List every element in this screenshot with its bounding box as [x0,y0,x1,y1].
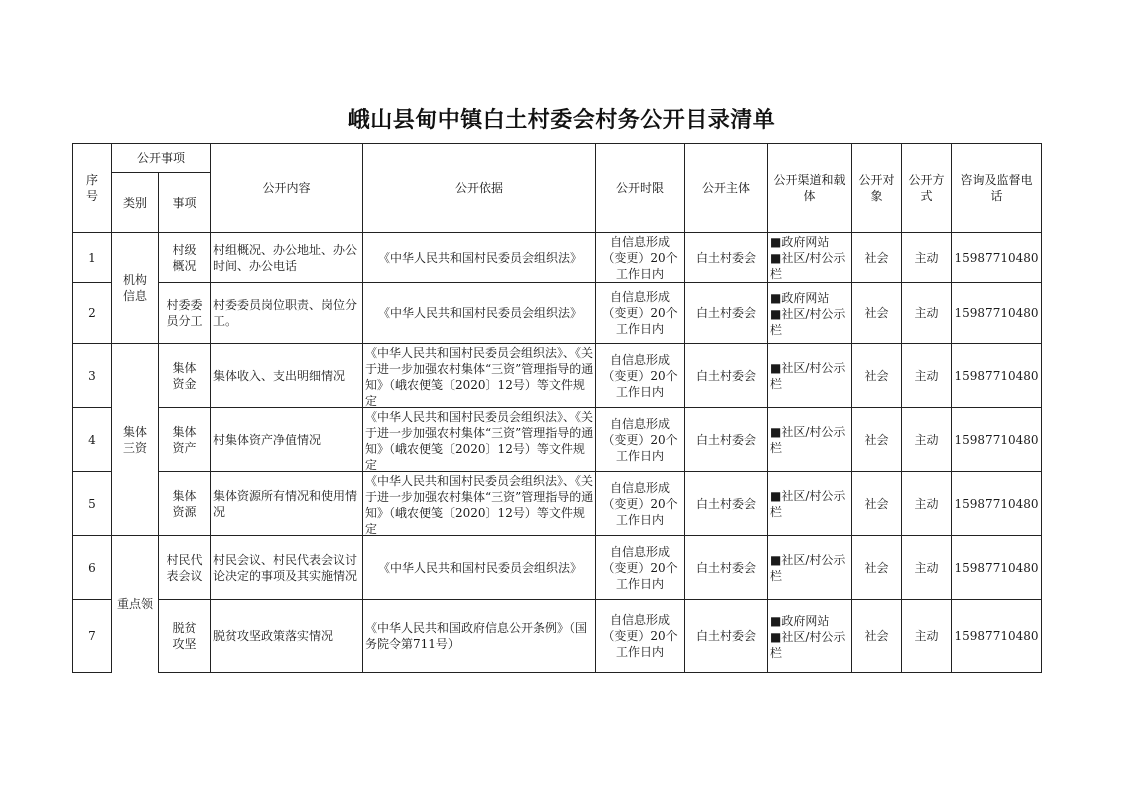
row-item: 集体资金 [159,344,211,408]
row-target: 社会 [852,536,902,600]
channel-notice-board: ■社区/村公示栏 [770,553,846,583]
row-time-limit: 自信息形成（变更）20个工作日内 [596,408,685,472]
header-category: 类别 [112,173,159,233]
row-time-limit: 自信息形成（变更）20个工作日内 [596,283,685,344]
category-cell: 集体三资 [112,344,159,536]
row-seq: 2 [73,283,112,344]
header-item-group: 公开事项 [112,144,211,173]
row-phone: 15987710480 [952,472,1042,536]
row-basis: 《中华人民共和国村民委员会组织法》、《关于进一步加强农村集体“三资”管理指导的通知》（峨农便笺〔2020〕12号）等文件规定 [363,344,596,408]
row-phone: 15987710480 [952,408,1042,472]
row-channel [768,283,852,344]
row-time-limit: 自信息形成（变更）20个工作日内 [596,536,685,600]
row-phone: 15987710480 [952,233,1042,283]
row-basis: 《中华人民共和国村民委员会组织法》、《关于进一步加强农村集体“三资”管理指导的通知》（峨农便笺〔2020〕12号）等文件规定 [363,472,596,536]
row-item: 村委委员分工 [159,283,211,344]
row-time-limit: 自信息形成（变更）20个工作日内 [596,233,685,283]
table-row [73,472,1042,536]
row-basis: 《中华人民共和国村民委员会组织法》 [363,536,596,600]
table-row [73,600,1042,673]
disclosure-table [72,143,1042,673]
row-channel [768,233,852,283]
row-target: 社会 [852,283,902,344]
header-basis: 公开依据 [363,144,596,233]
row-seq: 4 [73,408,112,472]
row-time-limit: 自信息形成（变更）20个工作日内 [596,600,685,673]
row-subject: 白土村委会 [685,408,768,472]
row-subject: 白土村委会 [685,600,768,673]
row-basis: 《中华人民共和国村民委员会组织法》 [363,233,596,283]
row-content: 脱贫攻坚政策落实情况 [211,600,363,673]
row-subject: 白土村委会 [685,233,768,283]
row-content: 集体资源所有情况和使用情况 [211,472,363,536]
row-target: 社会 [852,408,902,472]
row-phone: 15987710480 [952,536,1042,600]
table-row [73,233,1042,283]
row-phone: 15987710480 [952,283,1042,344]
row-time-limit: 自信息形成（变更）20个工作日内 [596,472,685,536]
table-row [73,408,1042,472]
table-row [73,283,1042,344]
header-seq: 序号 [73,144,112,233]
row-channel [768,600,852,673]
header-phone: 咨询及监督电话 [952,144,1042,233]
row-target: 社会 [852,600,902,673]
row-seq: 5 [73,472,112,536]
document-title: 峨山县甸中镇白土村委会村务公开目录清单 [347,107,776,133]
row-method: 主动 [902,283,952,344]
channel-gov-website: ■政府网站 [770,235,830,249]
table-row [73,344,1042,408]
row-target: 社会 [852,233,902,283]
channel-notice-board: ■社区/村公示栏 [770,251,846,281]
category-cell: 重点领 [112,536,159,673]
row-basis: 《中华人民共和国村民委员会组织法》 [363,283,596,344]
row-channel [768,344,852,408]
row-subject: 白土村委会 [685,283,768,344]
channel-notice-board: ■社区/村公示栏 [770,629,846,660]
row-seq: 1 [73,233,112,283]
row-channel [768,408,852,472]
row-target: 社会 [852,344,902,408]
row-channel [768,472,852,536]
row-content: 村集体资产净值情况 [211,408,363,472]
row-item: 集体资源 [159,472,211,536]
row-method: 主动 [902,536,952,600]
row-seq: 3 [73,344,112,408]
row-content: 村民会议、村民代表会议讨论决定的事项及其实施情况 [211,536,363,600]
header-channel: 公开渠道和载体 [768,144,852,233]
row-content: 村组概况、办公地址、办公时间、办公电话 [211,233,363,283]
row-subject: 白土村委会 [685,344,768,408]
row-channel [768,536,852,600]
channel-notice-board: ■社区/村公示栏 [770,361,846,391]
row-phone: 15987710480 [952,600,1042,673]
row-content: 集体收入、支出明细情况 [211,344,363,408]
row-item: 脱贫攻坚 [159,600,211,673]
row-method: 主动 [902,600,952,673]
header-target: 公开对象 [852,144,902,233]
row-phone: 15987710480 [952,344,1042,408]
row-method: 主动 [902,408,952,472]
row-basis: 《中华人民共和国政府信息公开条例》（国务院令第711号） [363,600,596,673]
header-time-limit: 公开时限 [596,144,685,233]
row-method: 主动 [902,233,952,283]
row-content: 村委委员岗位职责、岗位分工。 [211,283,363,344]
row-method: 主动 [902,472,952,536]
channel-gov-website: ■政府网站 [770,613,830,628]
header-subject: 公开主体 [685,144,768,233]
row-subject: 白土村委会 [685,472,768,536]
channel-notice-board: ■社区/村公示栏 [770,306,846,337]
row-basis: 《中华人民共和国村民委员会组织法》、《关于进一步加强农村集体“三资”管理指导的通知》（峨农便笺〔2020〕12号）等文件规定 [363,408,596,472]
header-item: 事项 [159,173,211,233]
header-content: 公开内容 [211,144,363,233]
row-method: 主动 [902,344,952,408]
row-item: 村级概况 [159,233,211,283]
header-method: 公开方式 [902,144,952,233]
row-seq: 6 [73,536,112,600]
row-item: 集体资产 [159,408,211,472]
row-subject: 白土村委会 [685,536,768,600]
row-target: 社会 [852,472,902,536]
category-cell: 机构信息 [112,233,159,344]
row-seq: 7 [73,600,112,673]
channel-notice-board: ■社区/村公示栏 [770,425,846,455]
table-row [73,536,1042,600]
channel-gov-website: ■政府网站 [770,290,830,305]
row-time-limit: 自信息形成（变更）20个工作日内 [596,344,685,408]
row-item: 村民代表会议 [159,536,211,600]
channel-notice-board: ■社区/村公示栏 [770,489,846,519]
